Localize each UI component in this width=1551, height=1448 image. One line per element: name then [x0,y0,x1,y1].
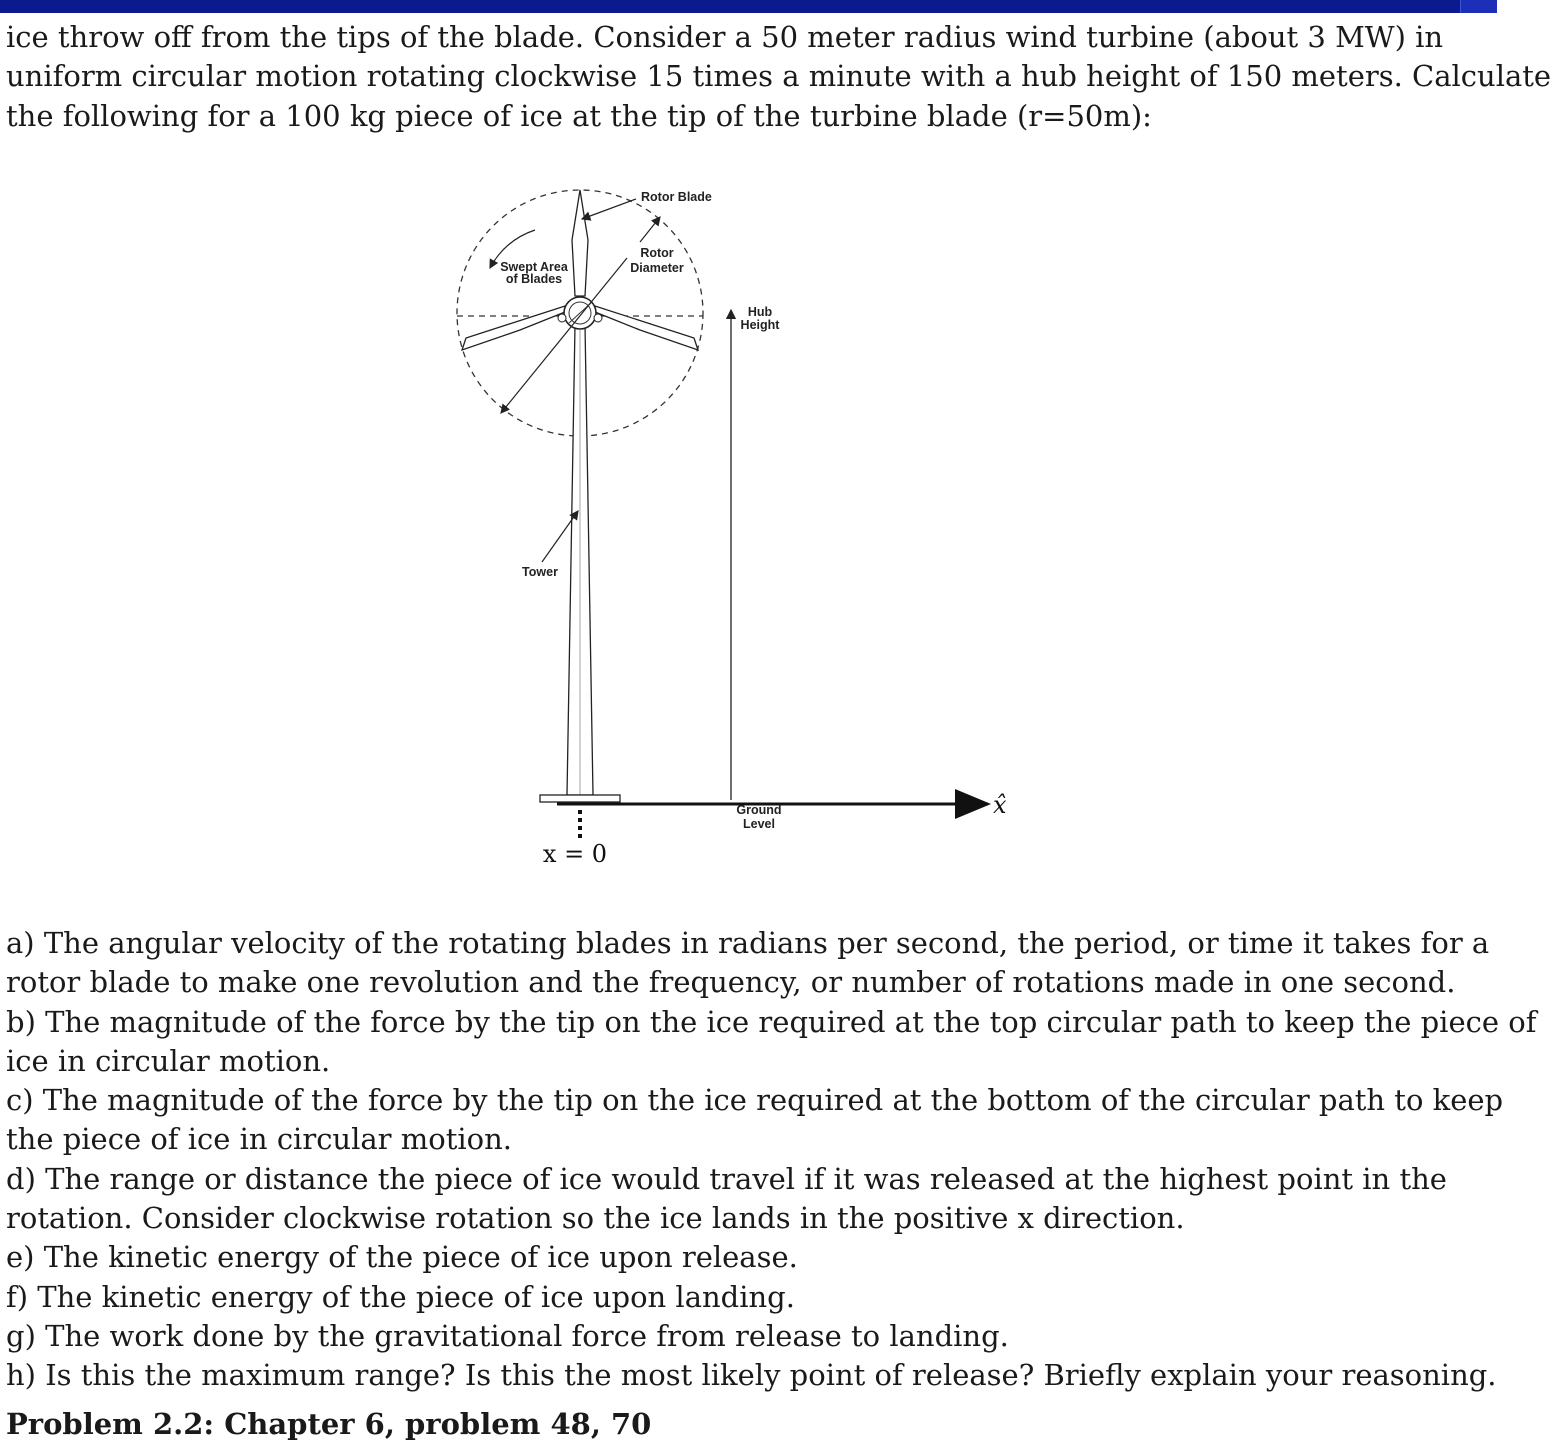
question-line: c) The magnitude of the force by the tip on the ice required at the bottom of the circular path to keep [6,1083,1504,1118]
blade-left [462,306,565,350]
label-swept-area: Swept Area [500,260,568,274]
label-hub-height: Hub [747,305,773,319]
hub-bolt [594,314,602,322]
rotor-diameter-line-upper [640,217,660,242]
question-line: e) The kinetic energy of the piece of ice upon release. [6,1240,798,1275]
wind-turbine-diagram [0,170,1497,890]
label-ground-level: Level [743,817,775,831]
tower-base [540,795,620,802]
label-tower: Tower [522,565,558,579]
question-line: f) The kinetic energy of the piece of ice upon landing. [6,1279,795,1314]
intro-line: ice throw off from the tips of the blade. Consider a 50 meter radius wind turbine (about 3 MW) in [6,20,1444,54]
label-rotor-diameter: Diameter [630,261,684,275]
question-line: rotation. Consider clockwise rotation so the ice lands in the positive x direction. [6,1201,1185,1236]
blade-up [572,190,588,296]
question-line: a) The angular velocity of the rotating blades in radians per second, the period, or time it takes for a [6,926,1490,960]
question-line: b) The magnitude of the force by the tip on the ice required at the top circular path to keep the piece of [6,1004,1537,1039]
question-line: the piece of ice in circular motion. [6,1122,512,1157]
next-problem-heading [6,1407,652,1441]
question-line: rotor blade to make one revolution and the frequency, or number of rotations made in one second. [6,965,1456,1000]
question-line: ice in circular motion. [6,1043,331,1078]
window-top-bar [0,0,1497,13]
intro-line: uniform circular motion rotating clockwise 15 times a minute with a hub height of 150 meters. Calculate [6,59,1551,94]
label-hub-height: Height [740,318,780,332]
hub-bolt [558,314,566,322]
top-bar-tab[interactable] [1460,0,1497,13]
intro-line: the following for a 100 kg piece of ice at the tip of the turbine blade (r=50m): [6,98,1152,133]
label-ground-level: Ground [736,803,782,817]
label-swept-area: of Blades [505,272,563,286]
question-list [6,924,1537,1396]
label-rotor-diameter: Rotor [640,246,674,260]
label-x-hat: x̂ [993,791,1007,819]
label-rotor-blade: Rotor Blade [641,190,712,204]
question-line: d) The range or distance the piece of ice would travel if it was released at the highest point in the [6,1161,1447,1196]
label-origin: x = 0 [542,840,608,868]
problem-intro [6,18,1551,136]
question-line: h) Is this the maximum range? Is this the most likely point of release? Briefly explain your reasoning. [6,1358,1497,1393]
wind-turbine-figure [0,170,1497,890]
question-line: g) The work done by the gravitational force from release to landing. [6,1318,1009,1353]
rotor-blade-pointer [582,199,636,219]
blade-right [595,306,698,350]
next-problem-heading-text: Problem 2.2: Chapter 6, problem 48, 70 [6,1407,652,1441]
